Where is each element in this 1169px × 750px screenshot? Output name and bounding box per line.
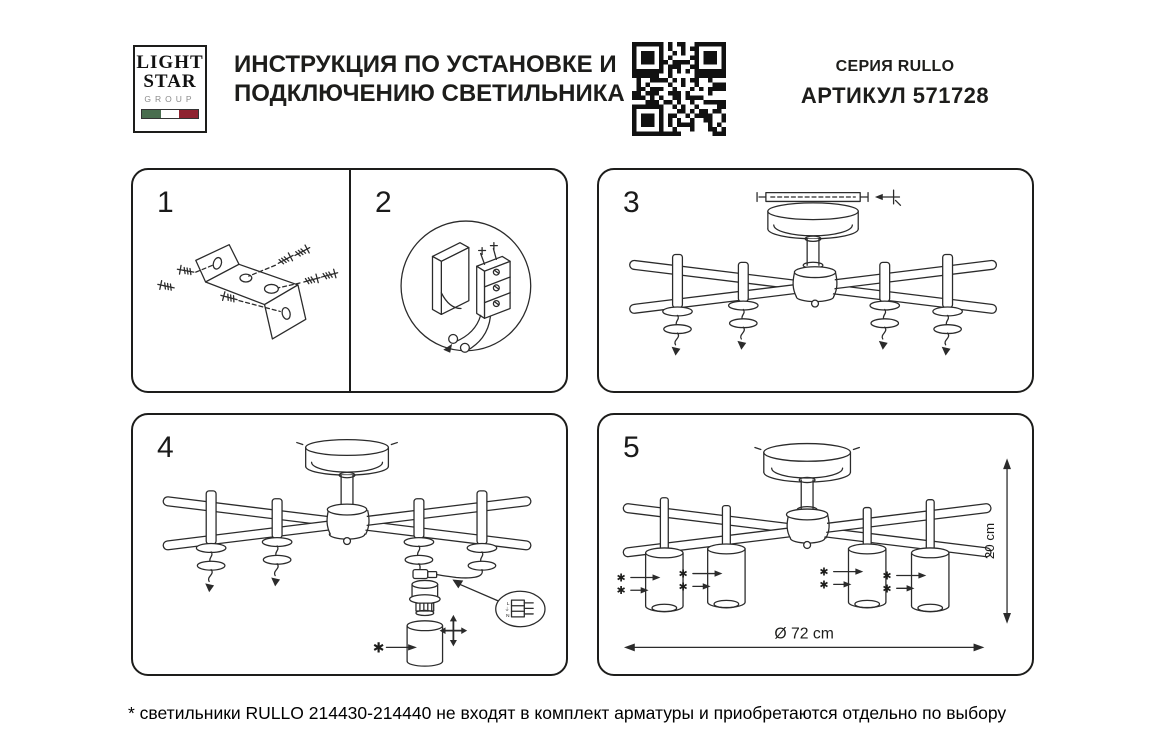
series-label: СЕРИЯ RULLO [835, 58, 955, 75]
wiring-label-neutral: N [505, 613, 510, 619]
move-directions-icon [440, 615, 468, 647]
step-number-4: 4 [157, 431, 174, 464]
flag-red [179, 110, 198, 118]
page-title-line2: ПОДКЛЮЧЕНИЮ СВЕТИЛЬНИКА [234, 80, 625, 107]
panel-divider [349, 170, 351, 391]
chandelier-frame-diagram [599, 170, 1032, 391]
flag-green [142, 110, 161, 118]
step-number-1: 1 [157, 186, 174, 219]
screw-direction-arrow [875, 194, 883, 200]
asterisk-marker: ✱ [678, 581, 688, 594]
wiring-label-earth: ⏚ [504, 607, 510, 613]
page-title [234, 50, 625, 108]
article-label: АРТИКУЛ 571728 [800, 83, 990, 108]
mounting-bracket-drawing [157, 244, 339, 339]
step-number-5: 5 [623, 431, 640, 464]
logo-word-light: LIGHT [136, 52, 204, 73]
qr-code [632, 42, 726, 136]
step-number-3: 3 [623, 186, 640, 219]
asterisk-marker: ✱ [616, 572, 626, 585]
asterisk-marker: ✱ [678, 568, 688, 581]
panel-step-3 [597, 168, 1034, 393]
lightstar-logo [133, 45, 207, 133]
supply-wire [437, 570, 483, 578]
page-title-line1: ИНСТРУКЦИЯ ПО УСТАНОВКЕ И [234, 51, 617, 78]
lamp-installation-diagram [133, 415, 566, 674]
qr-code-image [632, 42, 726, 136]
panel-step-4 [131, 413, 568, 676]
logo-word-group: GROUP [144, 94, 196, 104]
panel-step-5 [597, 413, 1034, 676]
height-dimension-label: 20 cm [982, 522, 998, 560]
step-number-2: 2 [375, 186, 392, 219]
wiring-detail-drawing [401, 221, 531, 353]
asterisk-marker: ✱ [819, 579, 829, 592]
asterisk-marker: ✱ [372, 640, 385, 656]
diameter-dimension-label: Ø 72 cm [774, 625, 834, 643]
italian-flag-stripe [141, 109, 199, 119]
footnote: * светильники RULLO 214430-214440 не входят в комплект арматуры и приобретаются отдельно по выбору [128, 703, 1007, 723]
product-info [770, 58, 1020, 109]
asterisk-marker: ✱ [616, 585, 626, 598]
final-assembly-diagram [599, 415, 1032, 674]
asterisk-marker: ✱ [882, 583, 892, 596]
asterisk-marker: ✱ [882, 570, 892, 583]
logo-word-star: STAR [143, 71, 197, 92]
flag-white [161, 110, 180, 118]
asterisk-marker: ✱ [819, 566, 829, 579]
wiring-label-live: L [506, 602, 510, 608]
panel-steps-1-2 [131, 168, 568, 393]
